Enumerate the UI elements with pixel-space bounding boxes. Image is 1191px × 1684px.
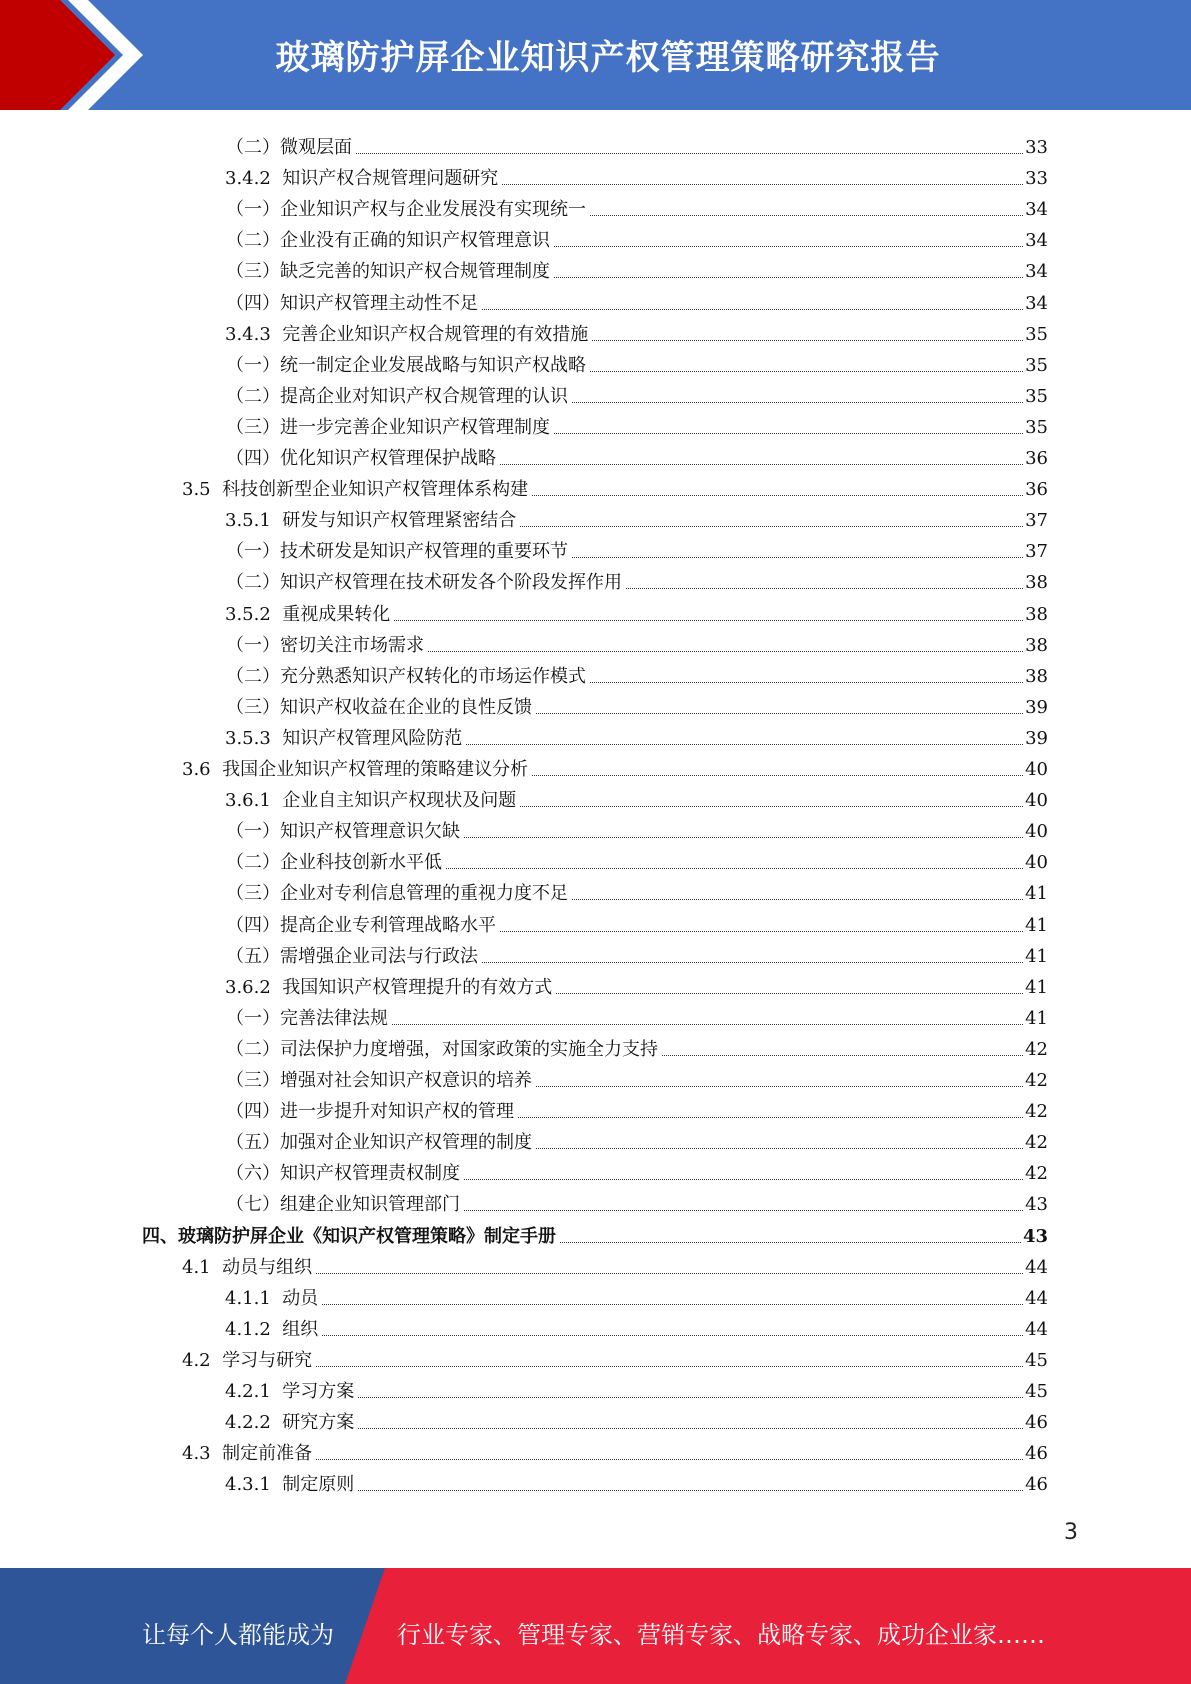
- toc-entry[interactable]: [226, 377, 1048, 408]
- toc-dot-leader: [500, 931, 1023, 932]
- toc-entry[interactable]: [182, 750, 1048, 781]
- toc-dot-leader: [358, 1490, 1023, 1491]
- toc-dot-leader: [356, 153, 1023, 154]
- toc-entry-page: 43: [1025, 1194, 1048, 1216]
- toc-entry-page: 34: [1025, 199, 1048, 221]
- toc-dot-leader: [590, 215, 1023, 216]
- toc-entry-number: （四）: [226, 448, 280, 469]
- toc-entry-page: 46: [1025, 1443, 1048, 1465]
- toc-dot-leader: [464, 837, 1023, 838]
- toc-entry[interactable]: [226, 128, 1048, 159]
- toc-entry-title: 统一制定企业发展战略与知识产权战略: [280, 354, 586, 376]
- toc-entry-title: 完善企业知识产权合规管理的有效措施: [282, 323, 589, 345]
- report-title: 玻璃防护屏企业知识产权管理策略研究报告: [275, 38, 941, 78]
- toc-dot-leader: [592, 340, 1023, 341]
- toc-entry[interactable]: [225, 1372, 1048, 1403]
- toc-entry-page: 38: [1025, 634, 1048, 656]
- toc-dot-leader: [532, 775, 1023, 776]
- toc-entry[interactable]: [226, 284, 1048, 315]
- toc-entry-number: （七）: [226, 1194, 280, 1216]
- toc-entry-page: 36: [1025, 479, 1048, 501]
- toc-entry-number: （一）: [226, 354, 280, 376]
- toc-entry-title: 优化知识产权管理保护战略: [280, 448, 496, 469]
- toc-entry[interactable]: [225, 1310, 1048, 1341]
- toc-entry[interactable]: [226, 1154, 1048, 1185]
- toc-entry-page: 34: [1025, 261, 1048, 283]
- toc-entry-page: 35: [1025, 323, 1048, 345]
- toc-dot-leader: [626, 588, 1023, 589]
- toc-entry-number: 3.6: [182, 759, 223, 780]
- toc-entry-number: （六）: [226, 1163, 280, 1185]
- toc-entry-title: 企业没有正确的知识产权管理意识: [280, 230, 550, 252]
- toc-entry-number: 4.3.1: [225, 1474, 283, 1496]
- toc-entry-number: （三）: [226, 261, 280, 283]
- toc-entry-page: 44: [1025, 1287, 1048, 1309]
- toc-entry-page: 41: [1025, 883, 1048, 905]
- toc-dot-leader: [316, 1366, 1023, 1367]
- toc-dot-leader: [358, 1428, 1023, 1429]
- toc-entry-page: 35: [1025, 385, 1048, 407]
- toc-dot-leader: [466, 744, 1023, 745]
- toc-dot-leader: [554, 246, 1023, 247]
- toc-entry-title: 进一步提升对知识产权的管理: [280, 1101, 514, 1123]
- toc-entry-number: （二）: [226, 137, 280, 158]
- toc-entry-number: （一）: [226, 199, 280, 221]
- toc-entry-title: 需增强企业司法与行政法: [280, 945, 478, 967]
- toc-entry[interactable]: [226, 190, 1048, 221]
- toc-entry[interactable]: [226, 439, 1048, 470]
- toc-entry-title: 组建企业知识管理部门: [280, 1194, 460, 1216]
- toc-dot-leader: [662, 1055, 1023, 1056]
- toc-dot-leader: [572, 899, 1023, 900]
- toc-entry-title: 提高企业对知识产权合规管理的认识: [280, 385, 568, 407]
- toc-entry[interactable]: [226, 688, 1048, 719]
- toc-entry[interactable]: [226, 532, 1048, 563]
- toc-entry[interactable]: [226, 626, 1048, 657]
- toc-entry-number: 4.1: [182, 1256, 223, 1278]
- toc-entry-page: 40: [1025, 852, 1048, 874]
- toc-entry[interactable]: [226, 1092, 1048, 1123]
- toc-entry-page: 35: [1025, 416, 1048, 438]
- toc-entry-number: 4.2: [182, 1349, 223, 1371]
- toc-entry-number: （三）: [226, 416, 280, 438]
- toc-entry-number: （五）: [226, 945, 280, 967]
- toc-entry-number: 4.2.1: [225, 1381, 283, 1402]
- toc-entry-page: 39: [1025, 727, 1048, 749]
- toc-entry-title: 制定原则: [282, 1474, 355, 1496]
- toc-entry[interactable]: [226, 812, 1048, 843]
- toc-entry[interactable]: [226, 657, 1048, 688]
- toc-entry-title: 学习方案: [282, 1381, 355, 1402]
- toc-dot-leader: [518, 1117, 1023, 1118]
- toc-entry-number: （二）: [226, 385, 280, 407]
- toc-entry-page: 40: [1025, 759, 1048, 780]
- toc-entry-page: 44: [1025, 1256, 1048, 1278]
- toc-entry-title: 知识产权管理责权制度: [280, 1163, 460, 1185]
- footer-slogan-right: 行业专家、管理专家、营销专家、战略专家、成功企业家……: [397, 1621, 1045, 1649]
- toc-dot-leader: [556, 993, 1023, 994]
- toc-entry-title: 玻璃防护屏企业《知识产权管理策略》制定手册: [178, 1225, 556, 1247]
- toc-dot-leader: [536, 713, 1023, 714]
- toc-entry-number: （三）: [226, 883, 280, 905]
- toc-entry[interactable]: [226, 252, 1048, 283]
- toc-entry-title: 动员与组织: [222, 1256, 313, 1278]
- toc-entry-page: 34: [1025, 292, 1048, 314]
- toc-dot-leader: [554, 433, 1023, 434]
- toc-entry[interactable]: [182, 1341, 1048, 1372]
- toc-entry-page: 44: [1025, 1318, 1048, 1340]
- toc-entry-number: 4.3: [182, 1443, 223, 1465]
- toc-entry-page: 40: [1025, 790, 1048, 812]
- toc-dot-leader: [464, 1210, 1023, 1211]
- toc-dot-leader: [536, 1148, 1023, 1149]
- toc-entry-title: 密切关注市场需求: [280, 634, 424, 656]
- toc-entry-number: 3.6.1: [225, 790, 283, 812]
- toc-entry-page: 41: [1025, 914, 1048, 936]
- toc-entry-page: 38: [1025, 603, 1048, 625]
- toc-dot-leader: [502, 184, 1023, 185]
- toc-entry-title: 企业知识产权与企业发展没有实现统一: [280, 199, 586, 221]
- toc-dot-leader: [392, 1024, 1023, 1025]
- toc-dot-leader: [322, 1335, 1023, 1336]
- toc-entry-number: 3.5: [182, 479, 223, 501]
- toc-entry-page: 42: [1025, 1163, 1048, 1185]
- toc-dot-leader: [428, 651, 1023, 652]
- toc-dot-leader: [446, 868, 1023, 869]
- toc-entry-title: 司法保护力度增强，对国家政策的实施全力支持: [280, 1038, 658, 1060]
- toc-entry-number: （一）: [226, 1007, 280, 1029]
- toc-entry-title: 知识产权合规管理问题研究: [282, 168, 499, 190]
- toc-entry-number: （二）: [226, 572, 280, 594]
- toc-dot-leader: [394, 620, 1023, 621]
- footer-slogan-left: 让每个人都能成为: [142, 1621, 334, 1649]
- toc-dot-leader: [532, 495, 1023, 496]
- toc-entry-page: 38: [1025, 572, 1048, 594]
- toc-entry[interactable]: [225, 1403, 1048, 1434]
- toc-entry-page: 41: [1025, 945, 1048, 967]
- toc-entry[interactable]: [182, 1434, 1048, 1465]
- toc-entry-page: 41: [1025, 976, 1048, 998]
- toc-dot-leader: [322, 1304, 1023, 1305]
- toc-entry-title: 研发与知识产权管理紧密结合: [282, 510, 517, 532]
- toc-dot-leader: [316, 1459, 1023, 1460]
- toc-entry[interactable]: [225, 781, 1048, 812]
- toc-dot-leader: [572, 557, 1023, 558]
- toc-entry[interactable]: [226, 221, 1048, 252]
- toc-dot-leader: [500, 464, 1023, 465]
- page-header: [0, 0, 1191, 110]
- toc-entry-page: 42: [1025, 1132, 1048, 1154]
- toc-entry-title: 技术研发是知识产权管理的重要环节: [280, 541, 568, 563]
- toc-entry[interactable]: [142, 1217, 1048, 1248]
- toc-entry-number: 3.5.2: [225, 603, 283, 625]
- toc-entry-page: 42: [1025, 1101, 1048, 1123]
- toc-entry-title: 知识产权收益在企业的良性反馈: [280, 696, 532, 718]
- toc-dot-leader: [316, 1273, 1023, 1274]
- toc-entry[interactable]: [225, 159, 1048, 190]
- toc-entry-title: 知识产权管理意识欠缺: [280, 821, 460, 843]
- toc-entry-title: 增强对社会知识产权意识的培养: [280, 1070, 532, 1091]
- toc-entry-title: 缺乏完善的知识产权合规管理制度: [280, 261, 550, 283]
- toc-entry[interactable]: [226, 874, 1048, 905]
- toc-dot-leader: [560, 1242, 1021, 1243]
- toc-entry-page: 41: [1025, 1007, 1048, 1029]
- toc-entry[interactable]: [182, 470, 1048, 501]
- toc-entry[interactable]: [226, 563, 1048, 594]
- toc-entry-page: 35: [1025, 354, 1048, 376]
- toc-entry-page: 45: [1025, 1349, 1048, 1371]
- toc-dot-leader: [520, 806, 1023, 807]
- page-footer: [0, 1568, 1191, 1684]
- toc-entry-title: 企业对专利信息管理的重视力度不足: [280, 883, 568, 905]
- toc-entry-page: 46: [1025, 1474, 1048, 1496]
- toc-entry-page: 33: [1025, 168, 1048, 190]
- toc-entry[interactable]: [226, 999, 1048, 1030]
- toc-entry[interactable]: [226, 1030, 1048, 1061]
- toc-entry-title: 我国知识产权管理提升的有效方式: [282, 976, 553, 998]
- toc-entry-page: 46: [1025, 1412, 1048, 1434]
- toc-entry-page: 34: [1025, 230, 1048, 252]
- toc-dot-leader: [590, 682, 1023, 683]
- toc-entry-number: （二）: [226, 1038, 280, 1060]
- toc-entry-page: 42: [1025, 1038, 1048, 1060]
- toc-dot-leader: [482, 962, 1023, 963]
- toc-entry-title: 充分熟悉知识产权转化的市场运作模式: [280, 665, 586, 687]
- toc-entry-title: 研究方案: [282, 1412, 355, 1434]
- toc-entry-number: （五）: [226, 1132, 280, 1154]
- toc-entry-title: 我国企业知识产权管理的策略建议分析: [222, 759, 529, 780]
- toc-entry[interactable]: [225, 1279, 1048, 1310]
- toc-entry-number: （四）: [226, 292, 280, 314]
- toc-entry-page: 37: [1025, 510, 1048, 532]
- toc-entry-number: （二）: [226, 852, 280, 874]
- toc-entry-page: 45: [1025, 1381, 1048, 1402]
- toc-entry[interactable]: [225, 1465, 1048, 1496]
- toc-entry-number: 3.5.3: [225, 727, 283, 749]
- toc-entry-page: 40: [1025, 821, 1048, 843]
- toc-entry-number: （一）: [226, 541, 280, 563]
- toc-entry-number: 4.2.2: [225, 1412, 283, 1434]
- toc-entry-number: （三）: [226, 696, 280, 718]
- toc-entry-number: （一）: [226, 821, 280, 843]
- toc-entry-number: （一）: [226, 634, 280, 656]
- toc-entry-number: （四）: [226, 914, 280, 936]
- toc-entry-number: （四）: [226, 1101, 280, 1123]
- toc-entry-title: 加强对企业知识产权管理的制度: [280, 1132, 532, 1154]
- toc-entry-number: （三）: [226, 1070, 280, 1091]
- toc-entry[interactable]: [225, 719, 1048, 750]
- toc-entry-title: 学习与研究: [222, 1349, 313, 1371]
- toc-entry-page: 37: [1025, 541, 1048, 563]
- toc-entry-number: 4.1.1: [225, 1287, 283, 1309]
- toc-entry-title: 动员: [282, 1287, 319, 1309]
- toc-entry-number: 3.4.3: [225, 323, 283, 345]
- toc-entry-title: 制定前准备: [222, 1443, 313, 1465]
- toc-entry-number: （二）: [226, 230, 280, 252]
- toc-entry-title: 知识产权管理在技术研发各个阶段发挥作用: [280, 572, 622, 594]
- toc-entry[interactable]: [225, 315, 1048, 346]
- toc-entry[interactable]: [226, 937, 1048, 968]
- toc-entry-number: 3.4.2: [225, 168, 283, 190]
- toc-entry-number: 3.5.1: [225, 510, 283, 532]
- toc-entry-page: 33: [1025, 137, 1048, 158]
- toc-entry-number: 4.1.2: [225, 1318, 283, 1340]
- toc-entry-title: 企业科技创新水平低: [280, 852, 442, 874]
- toc-entry-number: （二）: [226, 665, 280, 687]
- toc-entry[interactable]: [226, 1123, 1048, 1154]
- toc-entry[interactable]: [225, 968, 1048, 999]
- toc-dot-leader: [554, 277, 1023, 278]
- toc-dot-leader: [482, 309, 1023, 310]
- toc-entry-page: 38: [1025, 665, 1048, 687]
- toc-entry[interactable]: [182, 1248, 1048, 1279]
- toc-entry[interactable]: [226, 1185, 1048, 1216]
- toc-entry[interactable]: [225, 595, 1048, 626]
- toc-dot-leader: [536, 1086, 1023, 1087]
- toc-entry-page: 42: [1025, 1070, 1048, 1091]
- toc-entry-title: 重视成果转化: [282, 603, 391, 625]
- toc-dot-leader: [572, 402, 1023, 403]
- toc-entry-number: 3.6.2: [225, 976, 283, 998]
- toc-entry-title: 进一步完善企业知识产权管理制度: [280, 416, 550, 438]
- toc-entry-title: 科技创新型企业知识产权管理体系构建: [222, 479, 529, 501]
- toc-entry-title: 知识产权管理风险防范: [282, 727, 463, 749]
- toc-entry[interactable]: [226, 1061, 1048, 1092]
- toc-entry[interactable]: [226, 408, 1048, 439]
- toc-entry-title: 企业自主知识产权现状及问题: [282, 790, 517, 812]
- toc-entry-title: 组织: [282, 1318, 319, 1340]
- toc-entry[interactable]: [226, 843, 1048, 874]
- toc-entry-title: 完善法律法规: [280, 1007, 388, 1029]
- page-number: 3: [1064, 1520, 1078, 1545]
- toc-entry-page: 36: [1025, 448, 1048, 469]
- toc-entry-title: 微观层面: [280, 137, 352, 158]
- toc-dot-leader: [358, 1397, 1023, 1398]
- toc-entry[interactable]: [226, 906, 1048, 937]
- toc-entry-title: 提高企业专利管理战略水平: [280, 914, 496, 936]
- toc-entry-title: 知识产权管理主动性不足: [280, 292, 478, 314]
- toc-dot-leader: [520, 526, 1023, 527]
- toc-entry[interactable]: [225, 501, 1048, 532]
- toc-dot-leader: [464, 1179, 1023, 1180]
- toc-dot-leader: [590, 371, 1023, 372]
- toc-entry-number: 四、: [142, 1225, 178, 1247]
- toc-entry[interactable]: [226, 346, 1048, 377]
- toc-entry-page: 43: [1022, 1225, 1048, 1247]
- toc-entry-page: 39: [1025, 696, 1048, 718]
